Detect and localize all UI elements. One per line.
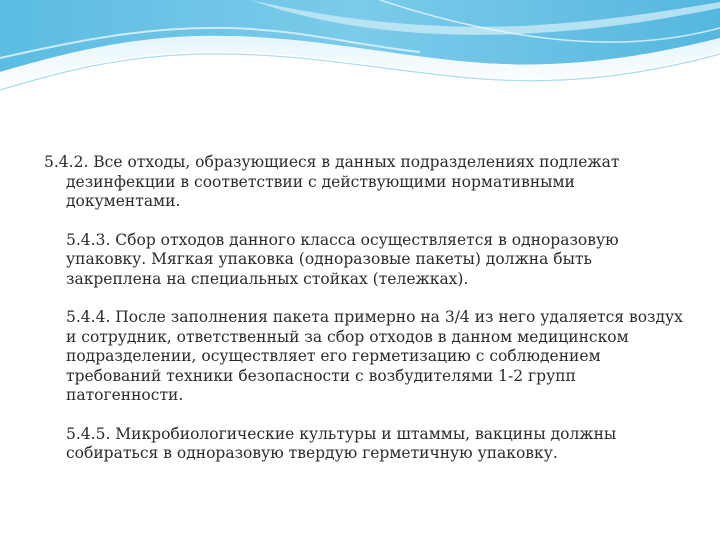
paragraph-5-4-3: 5.4.3. Сбор отходов данного класса осуществляется в одноразовую упаковку. Мягкая упаковка (одноразовые пакеты) должна быть закреплена на специальных стойках (тележках). [66,230,619,288]
paragraph-5-4-2: 5.4.2. Все отходы, образующиеся в данных подразделениях подлежат дезинфекции в соответствии с действующими нормативными документами. [44,153,620,210]
paragraph-5-4-4: 5.4.4. После заполнения пакета примерно на 3/4 из него удаляется воздух и сотрудник, ответственный за сбор отходов в данном медицинском подразделении, осуществляет его герметизацию с соблюдением требований техники безопасности с возбудителями 1-2 групп патогенности. [66,308,683,404]
slide-body [44,153,684,464]
paragraph-5-4-5: 5.4.5. Микробиологические культуры и штаммы, вакцины должны собираться в одноразовую твердую герметичную упаковку. [66,424,617,462]
header-wave-decoration [0,0,720,110]
